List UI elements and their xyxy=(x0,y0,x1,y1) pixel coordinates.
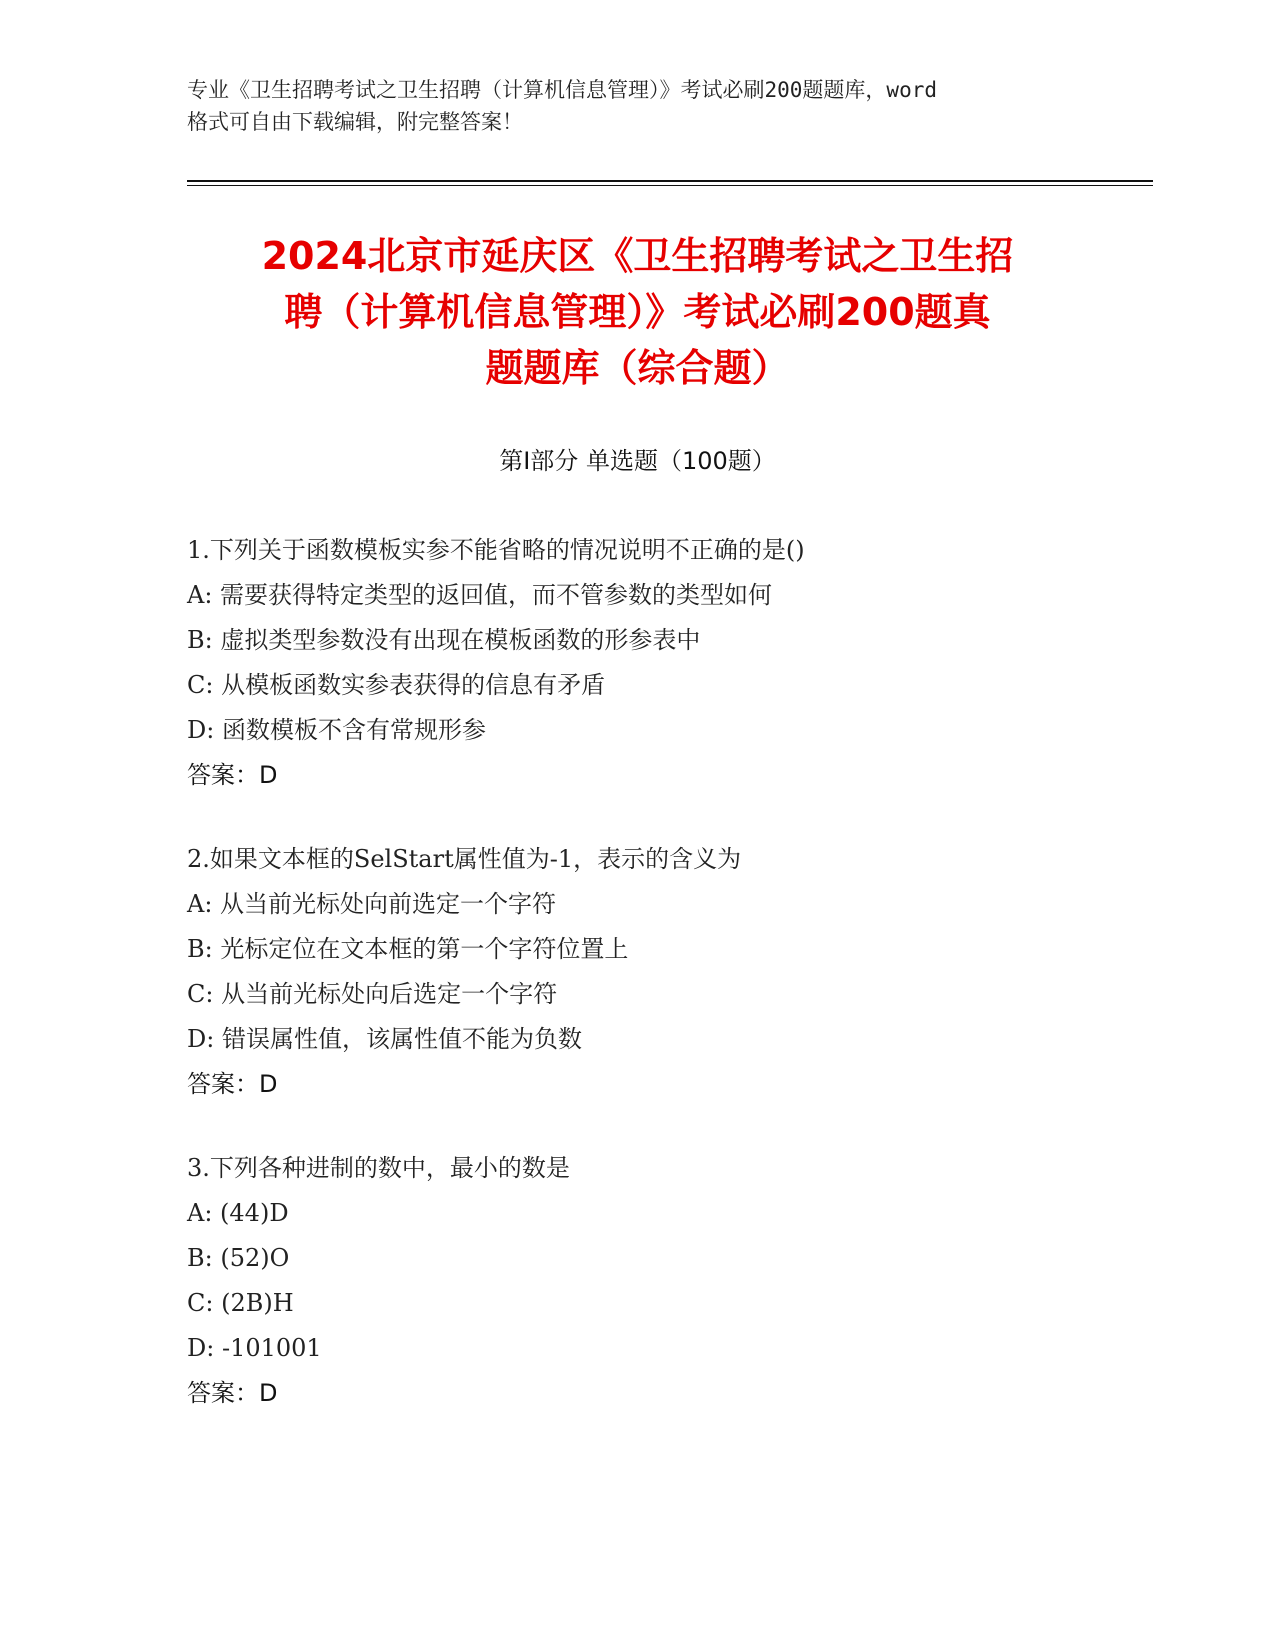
document-title-line-3: 题题库（综合题） xyxy=(485,346,790,390)
answer: 答案：D xyxy=(187,1379,278,1407)
option-d: D: 错误属性值，该属性值不能为负数 xyxy=(187,1025,582,1053)
document-title-line-1: 2024北京市延庆区《卫生招聘考试之卫生招 xyxy=(261,234,1014,278)
header-note-line-1: 专业《卫生招聘考试之卫生招聘（计算机信息管理）》考试必刷200题题库，word xyxy=(187,78,937,102)
option-d: D: 函数模板不含有常规形参 xyxy=(187,716,486,744)
question-1 xyxy=(187,528,1147,798)
header-divider-thin xyxy=(187,185,1153,186)
question-stem: 1.下列关于函数模板实参不能省略的情况说明不正确的是() xyxy=(187,536,805,564)
question-list xyxy=(187,528,1147,1455)
answer: 答案：D xyxy=(187,761,278,789)
header-divider-thick xyxy=(187,180,1153,182)
option-b: B: (52)O xyxy=(187,1244,290,1272)
document-title xyxy=(160,228,1115,396)
option-a: A: (44)D xyxy=(187,1199,289,1227)
option-d: D: -101001 xyxy=(187,1334,322,1362)
answer: 答案：D xyxy=(187,1070,278,1098)
section-heading: 第Ⅰ部分 单选题（100题） xyxy=(499,447,776,475)
option-c: C: 从当前光标处向后选定一个字符 xyxy=(187,980,558,1008)
option-b: B: 光标定位在文本框的第一个字符位置上 xyxy=(187,935,629,963)
question-3 xyxy=(187,1146,1147,1416)
option-c: C: 从模板函数实参表获得的信息有矛盾 xyxy=(187,671,606,699)
option-c: C: (2B)H xyxy=(187,1289,294,1317)
option-a: A: 需要获得特定类型的返回值，而不管参数的类型如何 xyxy=(187,581,773,609)
option-a: A: 从当前光标处向前选定一个字符 xyxy=(187,890,557,918)
question-stem: 2.如果文本框的SelStart属性值为-1，表示的含义为 xyxy=(187,845,742,873)
document-title-line-2: 聘（计算机信息管理）》考试必刷200题真 xyxy=(284,290,991,334)
header-note xyxy=(187,74,1087,138)
header-note-line-2: 格式可自由下载编辑，附完整答案！ xyxy=(187,110,523,134)
question-stem: 3.下列各种进制的数中，最小的数是 xyxy=(187,1154,570,1182)
option-b: B: 虚拟类型参数没有出现在模板函数的形参表中 xyxy=(187,626,701,654)
question-2 xyxy=(187,837,1147,1107)
